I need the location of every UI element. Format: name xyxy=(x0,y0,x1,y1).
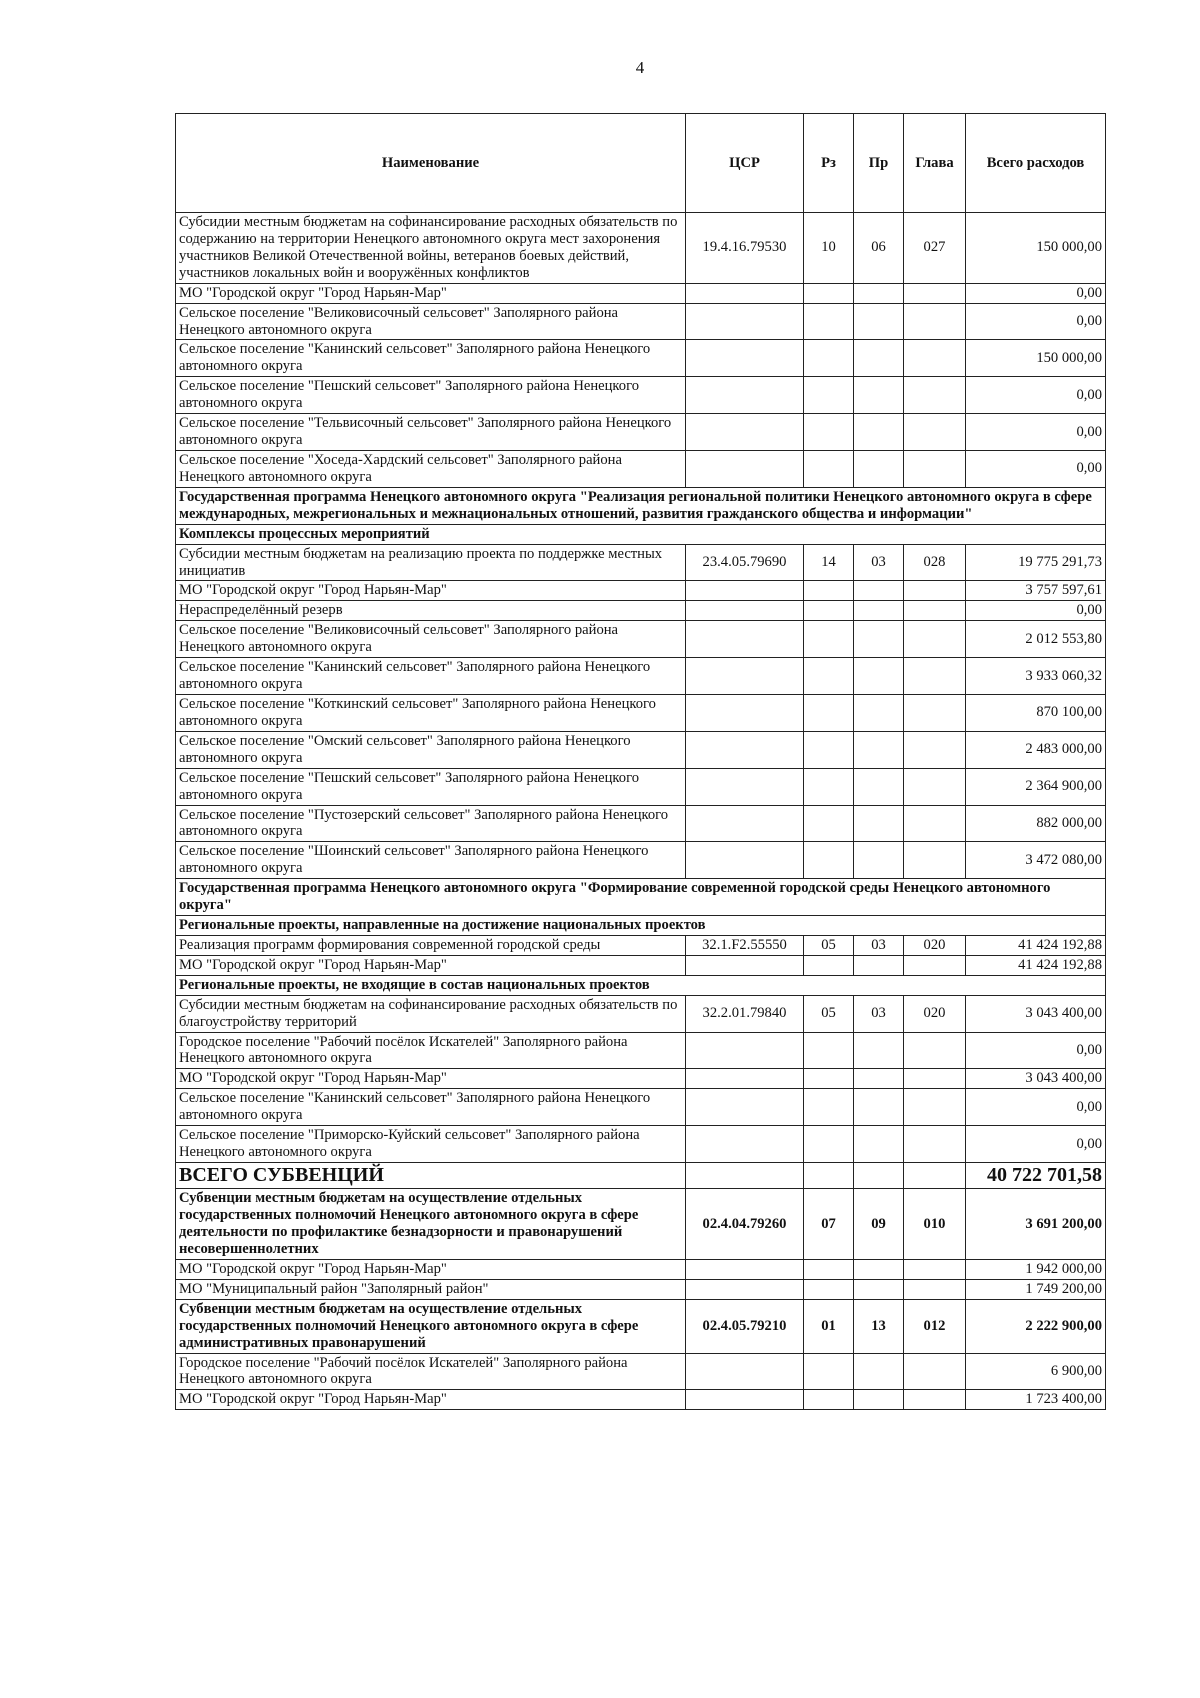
row-amount: 41 424 192,88 xyxy=(966,935,1106,955)
empty-cell xyxy=(804,581,854,601)
row-amount: 19 775 291,73 xyxy=(966,544,1106,581)
empty-cell xyxy=(686,283,804,303)
empty-cell xyxy=(686,1089,804,1126)
table-row xyxy=(176,1299,1106,1353)
empty-cell xyxy=(904,768,966,805)
row-rz: 05 xyxy=(804,995,854,1032)
row-amount: 150 000,00 xyxy=(966,213,1106,284)
row-pr: 13 xyxy=(854,1299,904,1353)
header-csr: ЦСР xyxy=(686,114,804,213)
section-heading: Региональные проекты, направленные на достижение национальных проектов xyxy=(176,916,1106,936)
empty-cell xyxy=(686,340,804,377)
table-row xyxy=(176,658,1106,695)
table-row xyxy=(176,601,1106,621)
row-amount: 3 043 400,00 xyxy=(966,995,1106,1032)
row-name: Сельское поселение "Омский сельсовет" Заполярного района Ненецкого автономного округа xyxy=(176,731,686,768)
empty-cell xyxy=(904,1089,966,1126)
row-csr: 02.4.05.79210 xyxy=(686,1299,804,1353)
empty-cell xyxy=(904,303,966,340)
row-name: Сельское поселение "Пустозерский сельсовет" Заполярного района Ненецкого автономного округа xyxy=(176,805,686,842)
empty-cell xyxy=(854,621,904,658)
row-name: Субвенции местным бюджетам на осуществление отдельных государственных полномочий Ненецкого автономного округа в сфере деятельности по профилактике безнадзорности и правонарушений несовершеннолетних xyxy=(176,1189,686,1260)
row-name: Сельское поселение "Шоинский сельсовет" Заполярного района Ненецкого автономного округа xyxy=(176,842,686,879)
empty-cell xyxy=(854,601,904,621)
table-row xyxy=(176,1390,1106,1410)
empty-cell xyxy=(904,340,966,377)
row-glava: 010 xyxy=(904,1189,966,1260)
table-row xyxy=(176,1259,1106,1279)
empty-cell xyxy=(804,1032,854,1069)
total-label: ВСЕГО СУБВЕНЦИЙ xyxy=(176,1163,686,1189)
row-name: Субсидии местным бюджетам на реализацию проекта по поддержке местных инициатив xyxy=(176,544,686,581)
empty-cell xyxy=(686,303,804,340)
empty-cell xyxy=(686,768,804,805)
empty-cell xyxy=(854,283,904,303)
empty-cell xyxy=(854,1163,904,1189)
empty-cell xyxy=(804,450,854,487)
table-row xyxy=(176,935,1106,955)
empty-cell xyxy=(854,842,904,879)
row-csr: 02.4.04.79260 xyxy=(686,1189,804,1260)
empty-cell xyxy=(686,1259,804,1279)
empty-cell xyxy=(854,377,904,414)
row-amount: 0,00 xyxy=(966,303,1106,340)
empty-cell xyxy=(686,450,804,487)
empty-cell xyxy=(854,1279,904,1299)
empty-cell xyxy=(686,621,804,658)
row-amount: 870 100,00 xyxy=(966,694,1106,731)
empty-cell xyxy=(904,842,966,879)
empty-cell xyxy=(686,1126,804,1163)
empty-cell xyxy=(904,414,966,451)
row-name: Сельское поселение "Канинский сельсовет" Заполярного района Ненецкого автономного округа xyxy=(176,658,686,695)
empty-cell xyxy=(904,377,966,414)
row-name: Субвенции местным бюджетам на осуществление отдельных государственных полномочий Ненецкого автономного округа в сфере административных правонарушений xyxy=(176,1299,686,1353)
row-name: Сельское поселение "Канинский сельсовет" Заполярного района Ненецкого автономного округа xyxy=(176,340,686,377)
total-amount: 40 722 701,58 xyxy=(966,1163,1106,1189)
empty-cell xyxy=(854,1259,904,1279)
row-pr: 03 xyxy=(854,935,904,955)
row-rz: 05 xyxy=(804,935,854,955)
row-amount: 882 000,00 xyxy=(966,805,1106,842)
empty-cell xyxy=(804,731,854,768)
budget-table xyxy=(175,113,1106,1410)
header-glava: Глава xyxy=(904,114,966,213)
row-amount: 0,00 xyxy=(966,1032,1106,1069)
table-row xyxy=(176,1163,1106,1189)
table-row xyxy=(176,450,1106,487)
row-csr: 32.1.F2.55550 xyxy=(686,935,804,955)
empty-cell xyxy=(904,1069,966,1089)
row-amount: 0,00 xyxy=(966,601,1106,621)
empty-cell xyxy=(686,581,804,601)
empty-cell xyxy=(686,694,804,731)
row-name: Сельское поселение "Пешский сельсовет" Заполярного района Ненецкого автономного округа xyxy=(176,768,686,805)
row-rz: 07 xyxy=(804,1189,854,1260)
table-row xyxy=(176,544,1106,581)
row-amount: 41 424 192,88 xyxy=(966,955,1106,975)
empty-cell xyxy=(686,1163,804,1189)
empty-cell xyxy=(804,694,854,731)
empty-cell xyxy=(804,955,854,975)
empty-cell xyxy=(904,955,966,975)
section-heading: Региональные проекты, не входящие в состав национальных проектов xyxy=(176,975,1106,995)
empty-cell xyxy=(804,1163,854,1189)
row-amount: 1 749 200,00 xyxy=(966,1279,1106,1299)
row-amount: 2 222 900,00 xyxy=(966,1299,1106,1353)
empty-cell xyxy=(804,377,854,414)
table-row xyxy=(176,581,1106,601)
row-rz: 10 xyxy=(804,213,854,284)
empty-cell xyxy=(904,658,966,695)
row-name: МО "Городской округ "Город Нарьян-Мар" xyxy=(176,1069,686,1089)
empty-cell xyxy=(904,1390,966,1410)
table-row xyxy=(176,842,1106,879)
empty-cell xyxy=(804,283,854,303)
empty-cell xyxy=(904,450,966,487)
empty-cell xyxy=(804,1353,854,1390)
table-row xyxy=(176,621,1106,658)
row-name: МО "Муниципальный район "Заполярный район" xyxy=(176,1279,686,1299)
row-name: Сельское поселение "Тельвисочный сельсовет" Заполярного района Ненецкого автономного округа xyxy=(176,414,686,451)
table-row xyxy=(176,340,1106,377)
empty-cell xyxy=(854,768,904,805)
row-amount: 0,00 xyxy=(966,377,1106,414)
table-row xyxy=(176,768,1106,805)
empty-cell xyxy=(904,1126,966,1163)
empty-cell xyxy=(854,731,904,768)
row-name: Нераспределённый резерв xyxy=(176,601,686,621)
empty-cell xyxy=(686,1032,804,1069)
empty-cell xyxy=(854,581,904,601)
table-row xyxy=(176,303,1106,340)
empty-cell xyxy=(804,1126,854,1163)
empty-cell xyxy=(854,694,904,731)
row-glava: 012 xyxy=(904,1299,966,1353)
empty-cell xyxy=(804,842,854,879)
table-row xyxy=(176,975,1106,995)
row-rz: 14 xyxy=(804,544,854,581)
empty-cell xyxy=(854,450,904,487)
row-name: Сельское поселение "Коткинский сельсовет" Заполярного района Ненецкого автономного округа xyxy=(176,694,686,731)
empty-cell xyxy=(804,768,854,805)
row-csr: 32.2.01.79840 xyxy=(686,995,804,1032)
header-name: Наименование xyxy=(176,114,686,213)
empty-cell xyxy=(686,658,804,695)
row-csr: 23.4.05.79690 xyxy=(686,544,804,581)
empty-cell xyxy=(804,1089,854,1126)
row-name: МО "Городской округ "Город Нарьян-Мар" xyxy=(176,1259,686,1279)
row-amount: 3 472 080,00 xyxy=(966,842,1106,879)
page-number: 4 xyxy=(635,58,645,77)
empty-cell xyxy=(804,1390,854,1410)
table-row xyxy=(176,487,1106,524)
row-glava: 027 xyxy=(904,213,966,284)
row-amount: 150 000,00 xyxy=(966,340,1106,377)
row-glava: 020 xyxy=(904,995,966,1032)
empty-cell xyxy=(804,340,854,377)
row-amount: 0,00 xyxy=(966,1089,1106,1126)
empty-cell xyxy=(904,283,966,303)
empty-cell xyxy=(804,658,854,695)
row-name: Сельское поселение "Великовисочный сельсовет" Заполярного района Ненецкого автономного округа xyxy=(176,303,686,340)
row-amount: 0,00 xyxy=(966,283,1106,303)
row-name: МО "Городской округ "Город Нарьян-Мар" xyxy=(176,955,686,975)
table-row xyxy=(176,1279,1106,1299)
empty-cell xyxy=(854,1353,904,1390)
empty-cell xyxy=(904,621,966,658)
empty-cell xyxy=(904,601,966,621)
table-row xyxy=(176,1032,1106,1069)
empty-cell xyxy=(686,377,804,414)
table-row xyxy=(176,414,1106,451)
empty-cell xyxy=(686,805,804,842)
table-row xyxy=(176,995,1106,1032)
row-pr: 03 xyxy=(854,995,904,1032)
row-glava: 020 xyxy=(904,935,966,955)
table-row xyxy=(176,213,1106,284)
header-pr: Пр xyxy=(854,114,904,213)
empty-cell xyxy=(804,1279,854,1299)
header-total: Всего расходов xyxy=(966,114,1106,213)
row-amount: 1 723 400,00 xyxy=(966,1390,1106,1410)
empty-cell xyxy=(686,601,804,621)
section-heading: Государственная программа Ненецкого автономного округа "Формирование современной городской среды Ненецкого автономного округа" xyxy=(176,879,1106,916)
table-row xyxy=(176,805,1106,842)
empty-cell xyxy=(854,1032,904,1069)
empty-cell xyxy=(804,601,854,621)
row-name: Сельское поселение "Великовисочный сельсовет" Заполярного района Ненецкого автономного округа xyxy=(176,621,686,658)
empty-cell xyxy=(904,805,966,842)
empty-cell xyxy=(854,955,904,975)
table-row xyxy=(176,1189,1106,1260)
row-amount: 3 757 597,61 xyxy=(966,581,1106,601)
empty-cell xyxy=(854,303,904,340)
table-row xyxy=(176,1126,1106,1163)
empty-cell xyxy=(854,658,904,695)
section-heading: Комплексы процессных мероприятий xyxy=(176,524,1106,544)
empty-cell xyxy=(804,414,854,451)
table-row xyxy=(176,879,1106,916)
row-name: Сельское поселение "Хоседа-Хардский сельсовет" Заполярного района Ненецкого автономного округа xyxy=(176,450,686,487)
empty-cell xyxy=(854,1126,904,1163)
table-row xyxy=(176,1353,1106,1390)
row-amount: 0,00 xyxy=(966,450,1106,487)
row-name: МО "Городской округ "Город Нарьян-Мар" xyxy=(176,581,686,601)
empty-cell xyxy=(904,1032,966,1069)
empty-cell xyxy=(804,1069,854,1089)
row-glava: 028 xyxy=(904,544,966,581)
row-amount: 3 691 200,00 xyxy=(966,1189,1106,1260)
empty-cell xyxy=(686,1390,804,1410)
table-row xyxy=(176,955,1106,975)
empty-cell xyxy=(804,805,854,842)
empty-cell xyxy=(904,1353,966,1390)
empty-cell xyxy=(854,1390,904,1410)
table-row xyxy=(176,283,1106,303)
table-header-row xyxy=(176,114,1106,213)
empty-cell xyxy=(804,621,854,658)
row-name: Городское поселение "Рабочий посёлок Искателей" Заполярного района Ненецкого автономного округа xyxy=(176,1353,686,1390)
row-amount: 0,00 xyxy=(966,1126,1106,1163)
row-name: Субсидии местным бюджетам на софинансирование расходных обязательств по содержанию на территории Ненецкого автономного округа мест захоронения участников Великой Отечественной войны, ветеранов боевых действий, участников локальных войн и вооружённых конфликтов xyxy=(176,213,686,284)
empty-cell xyxy=(904,694,966,731)
row-name: МО "Городской округ "Город Нарьян-Мар" xyxy=(176,283,686,303)
row-rz: 01 xyxy=(804,1299,854,1353)
section-heading: Государственная программа Ненецкого автономного округа "Реализация региональной политики Ненецкого автономного округа в сфере международных, межрегиональных и межнациональных отношений, развития гражданского общества и информации" xyxy=(176,487,1106,524)
table-body xyxy=(176,213,1106,1410)
row-name: Городское поселение "Рабочий посёлок Искателей" Заполярного района Ненецкого автономного округа xyxy=(176,1032,686,1069)
row-csr: 19.4.16.79530 xyxy=(686,213,804,284)
empty-cell xyxy=(686,955,804,975)
empty-cell xyxy=(904,1279,966,1299)
empty-cell xyxy=(686,1069,804,1089)
row-pr: 06 xyxy=(854,213,904,284)
empty-cell xyxy=(686,731,804,768)
row-pr: 03 xyxy=(854,544,904,581)
row-name: Сельское поселение "Приморско-Куйский сельсовет" Заполярного района Ненецкого автономного округа xyxy=(176,1126,686,1163)
table-row xyxy=(176,694,1106,731)
row-name: Реализация программ формирования современной городской среды xyxy=(176,935,686,955)
row-pr: 09 xyxy=(854,1189,904,1260)
empty-cell xyxy=(904,581,966,601)
empty-cell xyxy=(854,1089,904,1126)
table-row xyxy=(176,1089,1106,1126)
empty-cell xyxy=(686,414,804,451)
empty-cell xyxy=(854,340,904,377)
row-amount: 0,00 xyxy=(966,414,1106,451)
row-name: Субсидии местным бюджетам на софинансирование расходных обязательств по благоустройству территорий xyxy=(176,995,686,1032)
empty-cell xyxy=(686,842,804,879)
empty-cell xyxy=(804,303,854,340)
empty-cell xyxy=(686,1279,804,1299)
row-amount: 3 933 060,32 xyxy=(966,658,1106,695)
empty-cell xyxy=(904,731,966,768)
table-row xyxy=(176,377,1106,414)
row-name: Сельское поселение "Пешский сельсовет" Заполярного района Ненецкого автономного округа xyxy=(176,377,686,414)
row-amount: 2 012 553,80 xyxy=(966,621,1106,658)
table-row xyxy=(176,916,1106,936)
row-amount: 3 043 400,00 xyxy=(966,1069,1106,1089)
empty-cell xyxy=(854,414,904,451)
empty-cell xyxy=(904,1259,966,1279)
table-row xyxy=(176,731,1106,768)
row-amount: 6 900,00 xyxy=(966,1353,1106,1390)
row-amount: 2 483 000,00 xyxy=(966,731,1106,768)
row-name: МО "Городской округ "Город Нарьян-Мар" xyxy=(176,1390,686,1410)
header-rz: Рз xyxy=(804,114,854,213)
row-amount: 1 942 000,00 xyxy=(966,1259,1106,1279)
table-row xyxy=(176,1069,1106,1089)
empty-cell xyxy=(904,1163,966,1189)
row-amount: 2 364 900,00 xyxy=(966,768,1106,805)
table-row xyxy=(176,524,1106,544)
empty-cell xyxy=(854,1069,904,1089)
empty-cell xyxy=(854,805,904,842)
empty-cell xyxy=(804,1259,854,1279)
row-name: Сельское поселение "Канинский сельсовет" Заполярного района Ненецкого автономного округа xyxy=(176,1089,686,1126)
empty-cell xyxy=(686,1353,804,1390)
